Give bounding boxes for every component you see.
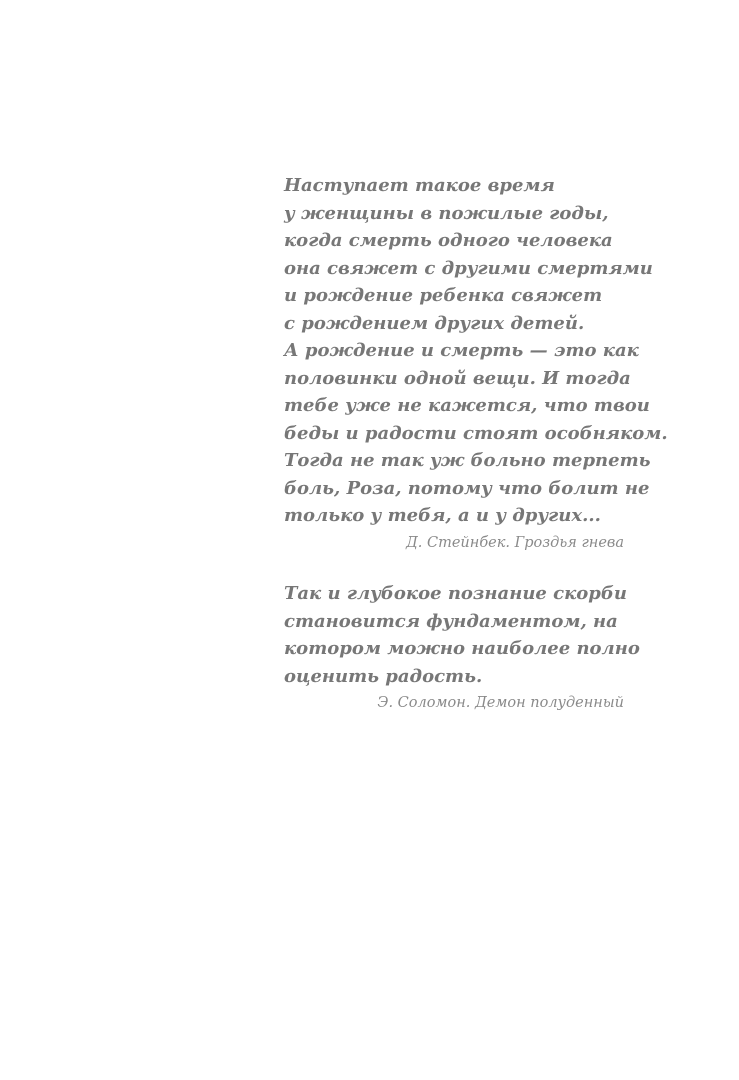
epigraph-attribution: Д. Стейнбек. Гроздья гнева xyxy=(406,534,624,551)
quote-line: с рождением других детей. xyxy=(284,312,585,334)
epigraph-steinbeck xyxy=(284,172,668,557)
epigraph-attribution: Э. Соломон. Демон полуденный xyxy=(377,695,624,711)
quote-line: Тогда не так уж больно терпеть xyxy=(284,450,651,471)
quote-line: только у тебя, а и у других... xyxy=(284,505,601,526)
quote-line: боль, Роза, потому что болит не xyxy=(284,477,650,499)
quote-line: когда смерть одного человека xyxy=(284,230,613,251)
quote-line: у женщины в пожилые годы, xyxy=(284,202,609,224)
quote-line: Так и глубокое познание скорби xyxy=(284,583,627,604)
epigraph-solomon xyxy=(284,580,644,717)
quote-line: Наступает такое время xyxy=(284,175,555,196)
quote-line: А рождение и смерть — это как xyxy=(284,340,639,361)
quote-line: и рождение ребенка свяжет xyxy=(284,285,603,306)
quote-line: оценить радость. xyxy=(284,665,483,687)
quote-line: котором можно наиболее полно xyxy=(284,638,640,659)
quote-line: становится фундаментом, на xyxy=(284,610,618,632)
quote-line: половинки одной вещи. И тогда xyxy=(284,367,631,389)
quote-line: беды и радости стоят особняком. xyxy=(284,422,668,444)
quote-line: тебе уже не кажется, что твои xyxy=(284,395,650,416)
quote-line: она свяжет с другими смертями xyxy=(284,257,653,279)
